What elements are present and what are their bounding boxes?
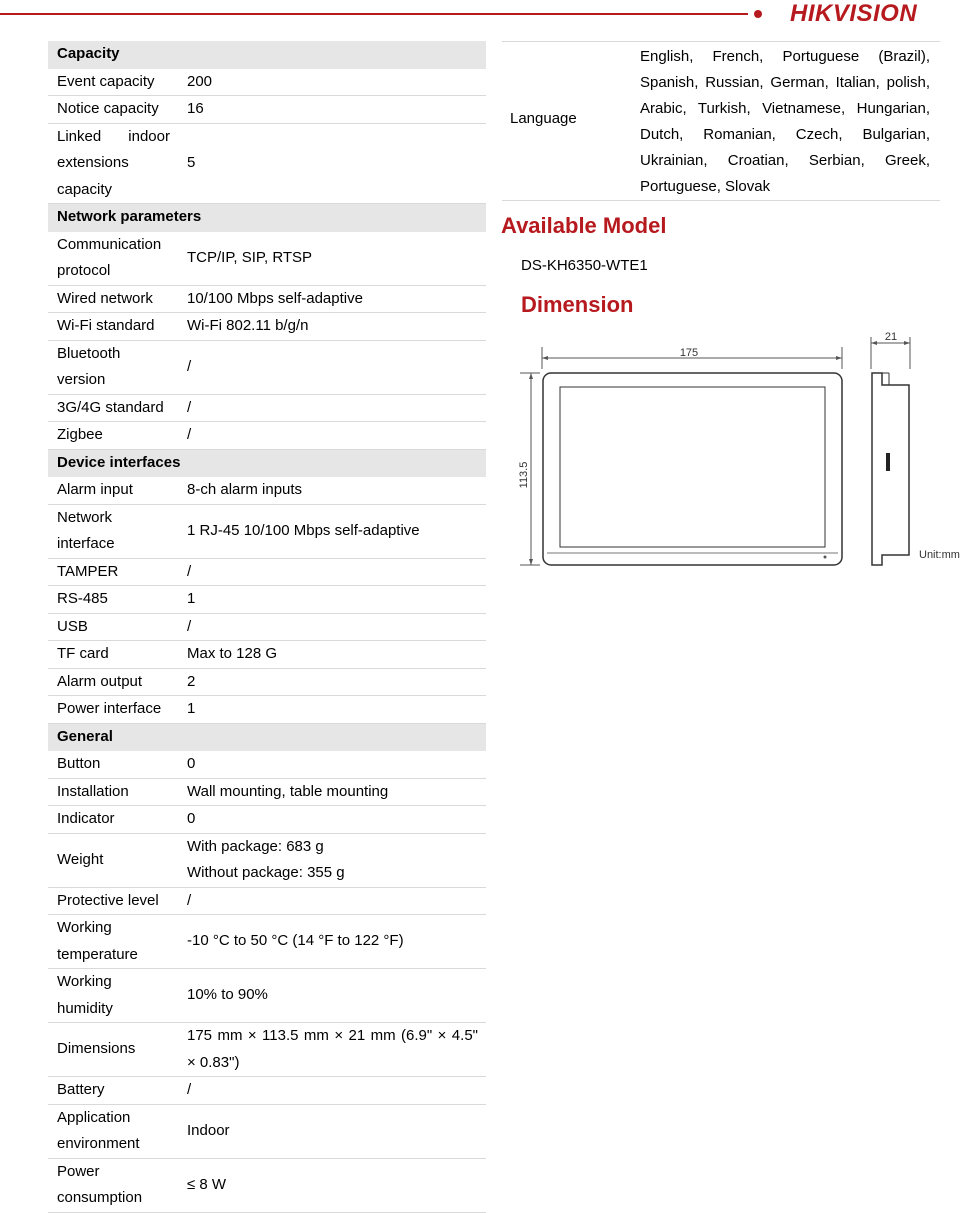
spec-value: / <box>178 394 486 422</box>
table-row <box>48 231 486 285</box>
device-screen <box>560 387 825 547</box>
spec-label: Power interface <box>48 696 178 724</box>
spec-label: Wi-Fi standard <box>48 313 178 341</box>
side-connector <box>886 453 890 471</box>
table-row <box>48 422 486 450</box>
table-row <box>48 1077 486 1105</box>
language-row <box>502 41 940 201</box>
available-model-heading: Available Model <box>501 213 667 238</box>
table-row <box>48 969 486 1023</box>
language-value: English, French, Portuguese (Brazil), Spanish, Russian, German, Italian, polish, Arabic, Turkish, Vietnamese, Hungarian, Dutch, Romanian, Czech, Bulgarian, Ukrainian, Croatian, Serbian, Greek, Portuguese, Slovak <box>640 48 930 195</box>
height-label: 113.5 <box>518 461 530 489</box>
spec-value: Wi-Fi 802.11 b/g/n <box>178 313 486 341</box>
table-row <box>48 285 486 313</box>
spec-value: Indoor <box>178 1104 486 1158</box>
spec-label: Weight <box>48 833 178 887</box>
spec-label: RS-485 <box>48 586 178 614</box>
spec-label: Communication protocol <box>48 231 178 285</box>
spec-value: 0 <box>178 806 486 834</box>
spec-label: TF card <box>48 641 178 669</box>
language-label: Language <box>510 110 577 127</box>
device-side-outline <box>872 373 909 565</box>
spec-label: Wired network <box>48 285 178 313</box>
table-row <box>48 123 486 204</box>
arrow-icon <box>529 373 533 379</box>
table-row <box>48 96 486 124</box>
spec-label: Protective level <box>48 887 178 915</box>
section-header: General <box>48 723 486 751</box>
spec-value: With package: 683 g Without package: 355 g <box>178 833 486 887</box>
spec-value: 200 <box>178 68 486 96</box>
section-header: Network parameters <box>48 204 486 232</box>
table-row <box>48 778 486 806</box>
table-row <box>48 1023 486 1077</box>
spec-value: 1 <box>178 586 486 614</box>
spec-value: Max to 128 G <box>178 641 486 669</box>
table-row <box>48 504 486 558</box>
table-row <box>48 68 486 96</box>
model-number: DS-KH6350-WTE1 <box>521 257 648 274</box>
spec-value: / <box>178 558 486 586</box>
brand-logo: HIKVISION <box>790 0 918 27</box>
spec-label: Application environment <box>48 1104 178 1158</box>
table-row <box>48 641 486 669</box>
spec-value: / <box>178 1077 486 1105</box>
table-row <box>48 915 486 969</box>
spec-value: 1 <box>178 696 486 724</box>
spec-value: ≤ 8 W <box>178 1158 486 1212</box>
spec-label: Linked indoor extensions capacity <box>48 123 178 204</box>
spec-value: / <box>178 422 486 450</box>
spec-value: 10% to 90% <box>178 969 486 1023</box>
spec-value: TCP/IP, SIP, RTSP <box>178 231 486 285</box>
depth-label: 21 <box>884 331 898 343</box>
spec-label: Alarm input <box>48 477 178 505</box>
table-row <box>48 394 486 422</box>
spec-label: Dimensions <box>48 1023 178 1077</box>
spec-value: 16 <box>178 96 486 124</box>
spec-label: Installation <box>48 778 178 806</box>
arrow-icon <box>871 341 877 345</box>
spec-value: 0 <box>178 751 486 779</box>
spec-value: / <box>178 613 486 641</box>
spec-table <box>48 41 486 1213</box>
spec-value: 2 <box>178 668 486 696</box>
table-row <box>48 1104 486 1158</box>
spec-label: Event capacity <box>48 68 178 96</box>
spec-label: Network interface <box>48 504 178 558</box>
table-row <box>48 340 486 394</box>
spec-value: Wall mounting, table mounting <box>178 778 486 806</box>
dimension-drawing <box>505 325 960 575</box>
table-row <box>48 313 486 341</box>
spec-value: 8-ch alarm inputs <box>178 477 486 505</box>
table-row <box>48 586 486 614</box>
spec-label: Zigbee <box>48 422 178 450</box>
arrow-icon <box>904 341 910 345</box>
spec-label: Power consumption <box>48 1158 178 1212</box>
spec-value: / <box>178 340 486 394</box>
spec-label: Working humidity <box>48 969 178 1023</box>
spec-label: Notice capacity <box>48 96 178 124</box>
section-header: Capacity <box>48 41 486 68</box>
table-row <box>48 613 486 641</box>
spec-value: 175 mm × 113.5 mm × 21 mm (6.9" × 4.5" × 0.83") <box>178 1023 486 1077</box>
table-row <box>48 751 486 779</box>
arrow-icon <box>542 356 548 360</box>
spec-label: Battery <box>48 1077 178 1105</box>
unit-label: Unit:mm <box>919 549 960 561</box>
table-row <box>48 806 486 834</box>
spec-label: TAMPER <box>48 558 178 586</box>
arrow-icon <box>529 559 533 565</box>
dimension-heading: Dimension <box>521 292 634 317</box>
header-rule <box>0 13 748 15</box>
table-row <box>48 477 486 505</box>
table-row <box>48 833 486 887</box>
table-row <box>48 696 486 724</box>
header-dot <box>754 10 762 18</box>
arrow-icon <box>836 356 842 360</box>
spec-label: Working temperature <box>48 915 178 969</box>
section-header: Device interfaces <box>48 449 486 477</box>
spec-label: Alarm output <box>48 668 178 696</box>
indicator-dot <box>824 556 827 559</box>
spec-value: / <box>178 887 486 915</box>
spec-value: 10/100 Mbps self-adaptive <box>178 285 486 313</box>
spec-label: USB <box>48 613 178 641</box>
spec-value: 5 <box>178 123 486 204</box>
table-row <box>48 668 486 696</box>
table-row <box>48 1158 486 1212</box>
spec-label: 3G/4G standard <box>48 394 178 422</box>
spec-label: Indicator <box>48 806 178 834</box>
spec-label: Bluetooth version <box>48 340 178 394</box>
table-row <box>48 887 486 915</box>
width-label: 175 <box>679 347 699 359</box>
spec-value: 1 RJ-45 10/100 Mbps self-adaptive <box>178 504 486 558</box>
spec-value: -10 °C to 50 °C (14 °F to 122 °F) <box>178 915 486 969</box>
table-row <box>48 558 486 586</box>
spec-label: Button <box>48 751 178 779</box>
